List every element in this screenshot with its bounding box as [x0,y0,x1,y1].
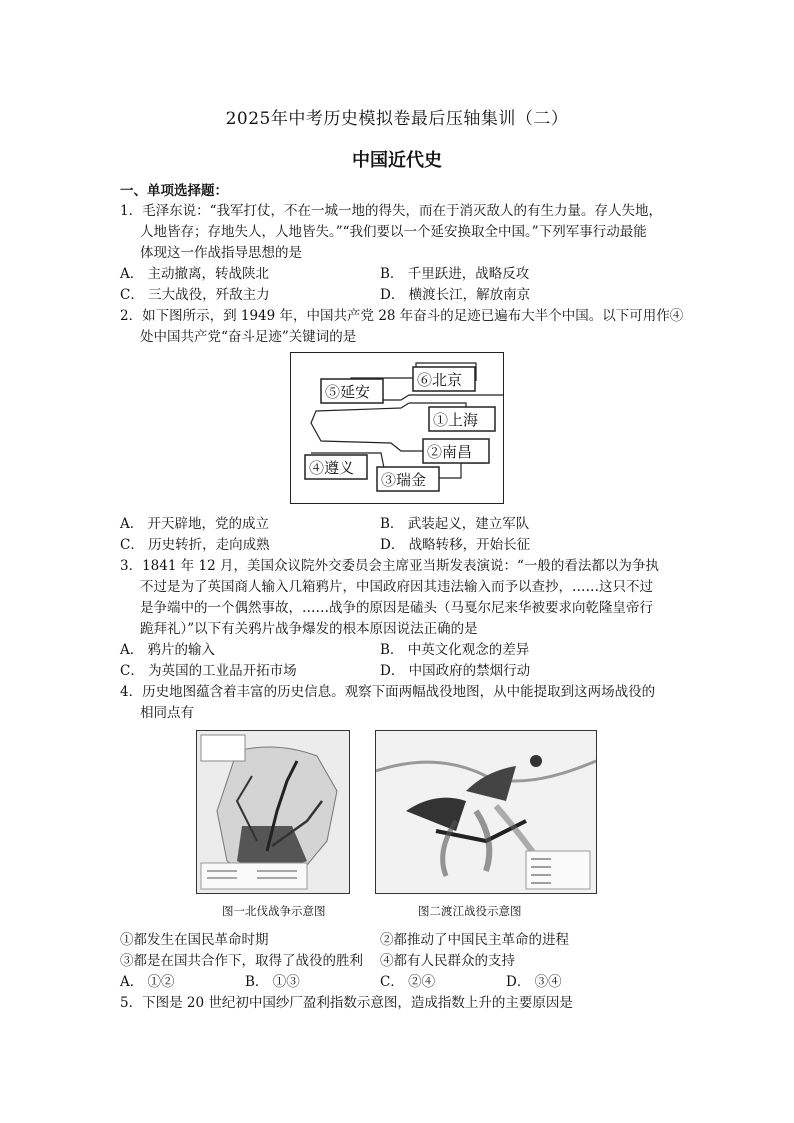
q2-option-a[interactable]: A． 开天辟地，党的成立 [120,516,270,532]
q3-option-a[interactable]: A． 鸦片的输入 [120,642,216,658]
q5-stem-line1: 5．下图是 20 世纪初中国纱厂盈利指数示意图，造成指数上升的主要原因是 [120,995,573,1011]
q3-option-b[interactable]: B． 中英文化观念的差异 [380,642,530,658]
q4-statement-2: ②都推动了中国民主革命的进程 [380,932,569,948]
q1-option-d[interactable]: D． 横渡长江，解放南京 [380,287,531,303]
q4-figure1-map [196,730,350,894]
q1-stem-line3: 体现这一作战指导思想的是 [140,245,302,261]
route-map-drawing [291,353,503,503]
figure1-drawing [197,731,349,893]
figure1-caption: 图一北伐战争示意图 [222,904,326,918]
q3-stem-line2: 不过是为了英国商人输入几箱鸦片，中国政府因其违法输入而予以查抄，……这只不过 [140,579,653,595]
q4-option-c[interactable]: C． ②④ [380,974,436,990]
q3-stem-line3: 是争端中的一个偶然事故，……战争的原因是磕头（马戛尔尼来华被要求向乾隆皇帝行 [140,600,653,616]
map-label-nanchang: ②南昌 [427,443,473,461]
q3-option-c[interactable]: C． 为英国的工业品开拓市场 [120,663,297,679]
q3-stem-line1: 3．1841 年 12 月，美国众议院外交委员会主席亚当斯发表演说：“一般的看法都以为争执 [120,558,659,574]
q1-stem-line2: 人地皆存；存地失人，人地皆失。”“我们要以一个延安换取全中国。”下列军事行动最能 [140,224,647,240]
q1-option-c[interactable]: C． 三大战役，歼敌主力 [120,287,270,303]
q2-stem-line1: 2．如下图所示，到 1949 年，中国共产党 28 年奋斗的足迹已遍布大半个中国。以下可用作④ [120,308,684,324]
q2-route-map [290,352,504,504]
figure2-drawing [376,731,596,893]
page-subtitle: 中国近代史 [352,150,442,171]
q3-stem-line4: 跪拜礼）”以下有关鸦片战争爆发的根本原因说法正确的是 [140,621,478,637]
q4-option-d[interactable]: D． ③④ [506,974,562,990]
q4-option-b[interactable]: B． ①③ [245,974,300,990]
q1-stem-line1: 1．毛泽东说：“我军打仗，不在一城一地的得失，而在于消灭敌人的有生力量。存人失地， [120,203,662,219]
map-label-zunyi: ④遵义 [309,459,355,477]
q4-option-a[interactable]: A． ①② [120,974,175,990]
q2-option-d[interactable]: D． 战略转移，开始长征 [380,537,531,553]
q4-stem-line2: 相同点有 [140,705,194,721]
q4-statement-4: ④都有人民群众的支持 [380,953,515,969]
q4-stem-line1: 4．历史地图蕴含着丰富的历史信息。观察下面两幅战役地图，从中能提取到这两场战役的 [120,684,656,700]
q2-option-b[interactable]: B． 武装起义，建立军队 [380,516,530,532]
q4-statement-3: ③都是在国共合作下，取得了战役的胜利 [120,953,363,969]
map-label-beijing: ⑥北京 [417,371,463,389]
q4-figure2-map [375,730,597,894]
map-label-ruijin: ③瑞金 [381,471,427,489]
q1-option-a[interactable]: A． 主动撤离，转战陕北 [120,266,270,282]
q4-statement-1: ①都发生在国民革命时期 [120,932,269,948]
figure2-caption: 图二渡江战役示意图 [418,904,522,918]
q1-option-b[interactable]: B． 千里跃进，战略反攻 [380,266,530,282]
map-label-shanghai: ①上海 [433,411,479,429]
section-heading: 一、单项选择题： [120,183,228,199]
page-title: 2025年中考历史模拟卷最后压轴集训（二） [225,109,569,129]
q2-stem-line2: 处中国共产党“奋斗足迹”关键词的是 [140,329,357,345]
q3-option-d[interactable]: D． 中国政府的禁烟行动 [380,663,531,679]
q2-option-c[interactable]: C． 历史转折，走向成熟 [120,537,270,553]
map-label-yanan: ⑤延安 [325,383,371,401]
